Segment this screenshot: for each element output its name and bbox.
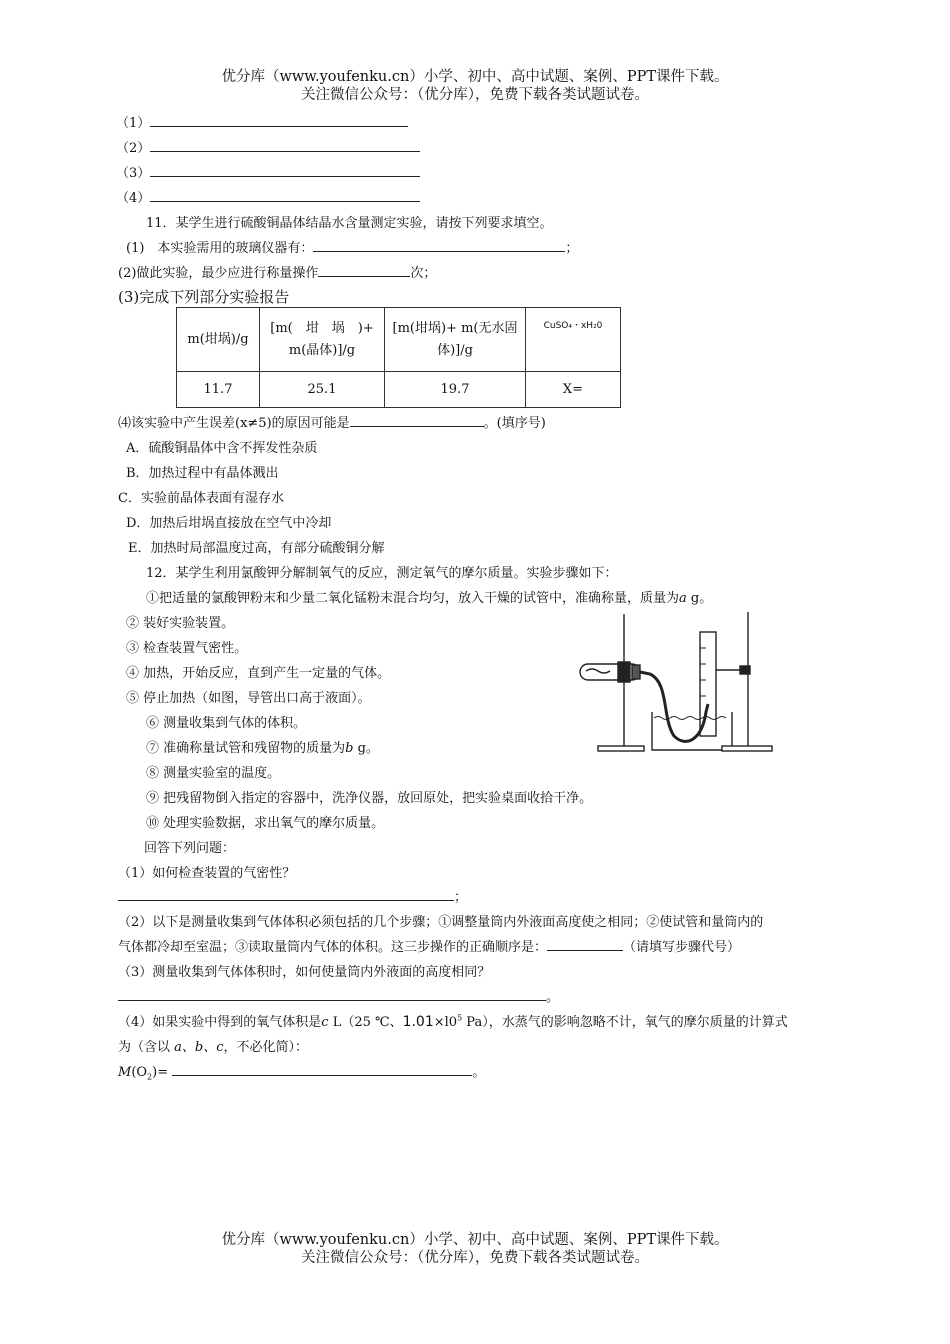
formula-subscript: 2 — [147, 1072, 153, 1082]
answer-line[interactable] — [150, 138, 420, 152]
header-text: [m(坩埚)+ m(无水固 — [392, 320, 518, 336]
apparatus-diagram — [574, 608, 776, 756]
question-text: Pa），水蒸气的影响忽略不计，氧气的摩尔质量的计算式 — [466, 1015, 788, 1030]
step-text: ①把适量的氯酸钾粉末和少量二氧化锰粉末混合均匀，放入干燥的试管中，准确称量，质量为 — [146, 591, 680, 606]
q12-step-6: ⑥ 测量收集到气体的体积。 — [146, 716, 307, 731]
report-table — [176, 307, 621, 408]
question-text: L（25 ℃、 — [332, 1015, 403, 1030]
pressure-exponent: 5 — [457, 1013, 463, 1023]
blank-4 — [116, 187, 420, 206]
test-tube — [580, 664, 640, 680]
variables: a、b、c — [174, 1040, 224, 1055]
question-text: 气体都冷却至室温；③读取量筒内气体的体积。这三步操作的正确顺序是： — [118, 940, 548, 955]
blank-3 — [116, 162, 420, 181]
q12-question-4-line-2 — [118, 1036, 308, 1055]
step-variable: b — [345, 741, 354, 756]
table-header-cell — [385, 308, 526, 372]
q12-answer-1 — [118, 886, 467, 905]
q11-part4-text: ⑷该实验中产生误差(x≠5)的原因可能是 — [118, 416, 350, 431]
answer-line[interactable] — [118, 887, 454, 901]
question-text: （4）如果实验中得到的氧气体积是 — [118, 1015, 322, 1030]
q12-step-4: ④ 加热，开始反应，直到产生一定量的气体。 — [126, 666, 391, 681]
q12-step-1 — [146, 587, 712, 606]
blank-label: （2） — [116, 141, 151, 156]
left-stand-base — [598, 746, 644, 751]
q11-part2-text: (2)做此实验，最少应进行称量操作 — [118, 266, 319, 281]
delivery-tube — [640, 672, 708, 741]
q12-step-2: ② 装好实验装置。 — [126, 616, 235, 631]
step-variable: a — [679, 591, 687, 606]
q11-part2-end: 次； — [410, 266, 437, 281]
answer-line[interactable] — [150, 188, 420, 202]
answer-line[interactable] — [172, 1062, 472, 1076]
header-text: 体)]/g — [437, 342, 473, 358]
water-trough — [652, 712, 732, 750]
footer-line-1: 优分库（www.youfenku.cn）小学、初中、高中试题、案例、PPT课件下载。 — [221, 1232, 729, 1248]
q11-part4-end: 。(填序号) — [483, 416, 546, 431]
q12-question-2-line-2 — [118, 936, 740, 955]
answer-line[interactable] — [350, 413, 484, 427]
table-row — [177, 372, 621, 408]
header-text: CuSO₄・xH₂0 — [543, 321, 603, 331]
table-cell[interactable]: X= — [526, 372, 621, 408]
blank-2 — [116, 137, 420, 156]
formula-text: )= — [152, 1065, 169, 1080]
option-a: A．硫酸铜晶体中含不挥发性杂质 — [126, 441, 318, 456]
option-c: C．实验前晶体表面有湿存水 — [118, 491, 284, 506]
powder — [586, 669, 610, 673]
variable-c: c — [321, 1015, 329, 1030]
table-cell: 25.1 — [260, 372, 385, 408]
q12-intro: 12．某学生利用氯酸钾分解制氧气的反应，测定氧气的摩尔质量。实验步骤如下： — [146, 566, 618, 581]
option-e: E．加热时局部温度过高，有部分硫酸铜分解 — [128, 541, 385, 556]
blank-label: （1） — [116, 116, 151, 131]
q12-question-2-line-1: （2）以下是测量收集到气体体积必须包括的几个步骤；①调整量筒内外液面高度使之相同；②使试管和量筒内的 — [118, 915, 764, 930]
step-text: g。 — [357, 741, 379, 756]
table-header-cell — [260, 308, 385, 372]
step-text: g。 — [690, 591, 713, 606]
footer-line-2: 关注微信公众号：（优分库），免费下载各类试题试卷。 — [301, 1250, 649, 1266]
answer-end: ； — [454, 890, 468, 905]
q11-part1-text: (1) 本实验需用的玻璃仪器有： — [126, 241, 314, 256]
q11-part2 — [118, 262, 436, 281]
answer-end: 。 — [472, 1065, 486, 1080]
formula-text: (O — [131, 1065, 148, 1080]
stopper — [632, 665, 640, 679]
header-text: m(坩埚)/g — [187, 331, 249, 347]
clamp — [618, 662, 630, 682]
q12-answer-4 — [118, 1061, 485, 1082]
blank-label: （3） — [116, 166, 151, 181]
q12-step-3: ③ 检查装置气密性。 — [126, 641, 248, 656]
q12-question-4-line-1 — [118, 1011, 788, 1030]
blank-1 — [116, 112, 408, 131]
table-cell: 11.7 — [177, 372, 260, 408]
q12-step-8: ⑧ 测量实验室的温度。 — [146, 766, 281, 781]
formula-symbol: M — [118, 1065, 132, 1080]
q11-part4 — [118, 412, 546, 431]
right-stand-base — [722, 746, 772, 751]
pressure-value: 1.01 — [402, 1014, 434, 1030]
answer-line[interactable] — [313, 238, 565, 252]
q12-question-3: （3）测量收集到气体体积时，如何使量筒内外液面的高度相同？ — [118, 965, 491, 980]
q11-part1 — [126, 237, 578, 256]
q12-step-9: ⑨ 把残留物倒入指定的容器中，洗净仪器，放回原处，把实验桌面收拾干净。 — [146, 791, 593, 806]
table-header-cell — [526, 308, 621, 372]
q11-part3: (3)完成下列部分实验报告 — [118, 288, 290, 306]
table-cell: 19.7 — [385, 372, 526, 408]
q11-intro: 11．某学生进行硫酸铜晶体结晶水含量测定实验，请按下列要求填空。 — [146, 216, 553, 231]
question-text: （请填写步骤代号） — [623, 940, 741, 955]
q12-step-7 — [146, 737, 379, 756]
answer-line[interactable] — [150, 113, 408, 127]
header-line-1: 优分库（www.youfenku.cn）小学、初中、高中试题、案例、PPT课件下载。 — [221, 69, 729, 85]
table-row — [177, 308, 621, 372]
answer-end: 。 — [546, 990, 560, 1005]
option-b: B．加热过程中有晶体溅出 — [126, 466, 279, 481]
option-d: D．加热后坩埚直接放在空气中冷却 — [126, 516, 332, 531]
q12-step-10: ⑩ 处理实验数据，求出氧气的摩尔质量。 — [146, 816, 385, 831]
table-header-cell — [177, 308, 260, 372]
pressure-multiplier: ×l0 — [433, 1015, 458, 1030]
question-text: 为（含以 — [118, 1040, 171, 1055]
question-text: ，不必化简）： — [223, 1040, 309, 1055]
header-line-2: 关注微信公众号：（优分库），免费下载各类试题试卷。 — [301, 87, 649, 103]
q11-part1-end: ； — [565, 241, 579, 256]
q12-question-1: （1）如何检查装置的气密性？ — [118, 866, 296, 881]
blank-label: （4） — [116, 191, 151, 206]
q12-step-5: ⑤ 停止加热（如图，导管出口高于液面）。 — [126, 691, 371, 706]
answer-line[interactable] — [318, 263, 410, 277]
header-text: m(晶体)]/g — [288, 342, 356, 358]
water-surface — [654, 717, 726, 720]
answer-line[interactable] — [118, 987, 546, 1001]
header-text: [m( 坩 埚 )+ — [270, 320, 374, 336]
answer-line[interactable] — [547, 937, 623, 951]
answer-line[interactable] — [150, 163, 420, 177]
step-text: ⑦ 准确称量试管和残留物的质量为 — [146, 741, 346, 756]
q12-answer-prompt: 回答下列问题： — [144, 841, 236, 856]
q12-answer-3 — [118, 986, 559, 1005]
